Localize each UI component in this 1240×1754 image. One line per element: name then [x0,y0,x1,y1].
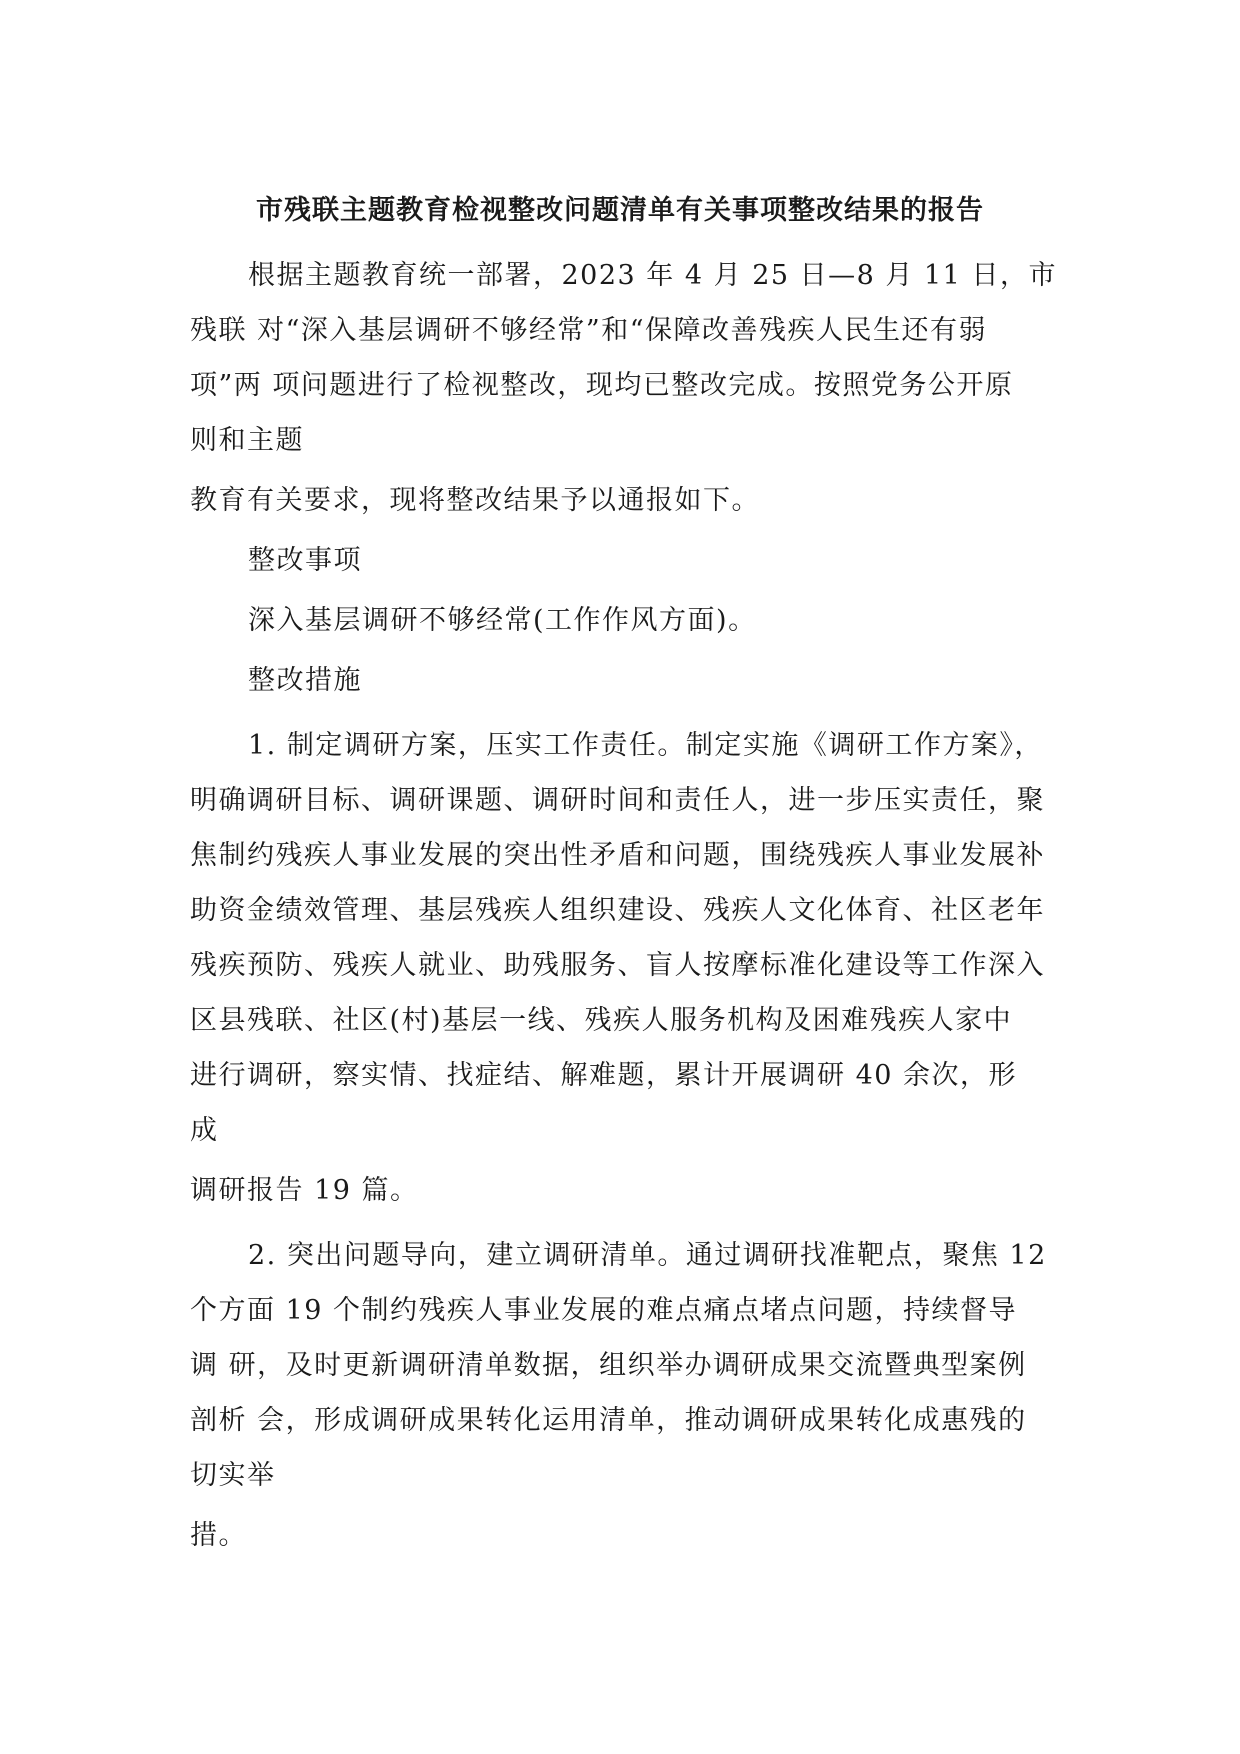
paragraph-line: 深入基层调研不够经常(工作作风方面)。 [248,605,757,636]
paragraph-line: 切实举 [190,1460,276,1491]
paragraph-line: 个方面 19 个制约残疾人事业发展的难点痛点堵点问题，持续督导 [190,1295,1018,1326]
paragraph-line: 进行调研，察实情、找症结、解难题，累计开展调研 40 余次，形 [190,1060,1018,1091]
paragraph-line: 教育有关要求，现将整改结果予以通报如下。 [190,485,760,516]
paragraph-line: 调研报告 19 篇。 [190,1175,419,1206]
paragraph-line: 助资金绩效管理、基层残疾人组织建设、残疾人文化体育、社区老年 [190,895,1045,926]
paragraph-line: 则和主题 [190,425,304,456]
paragraph-line: 残疾预防、残疾人就业、助残服务、盲人按摩标准化建设等工作深入 [190,950,1045,981]
document-title: 市残联主题教育检视整改问题清单有关事项整改结果的报告 [256,195,984,226]
paragraph-line: 1. 制定调研方案，压实工作责任。制定实施《调研工作方案》， [248,730,1043,761]
paragraph-line: 调 研，及时更新调研清单数据，组织举办调研成果交流暨典型案例 [190,1350,1027,1381]
paragraph-line: 2. 突出问题导向，建立调研清单。通过调研找准靶点，聚焦 12 [248,1240,1047,1271]
section-heading: 整改事项 [248,545,362,576]
paragraph-line: 残联 对“深入基层调研不够经常”和“保障改善残疾人民生还有弱 [190,315,987,346]
paragraph-line: 区县残联、社区(村)基层一线、残疾人服务机构及困难残疾人家中 [190,1005,1013,1036]
paragraph-line: 项”两 项问题进行了检视整改，现均已整改完成。按照党务公开原 [190,370,1014,401]
paragraph-line: 剖析 会，形成调研成果转化运用清单，推动调研成果转化成惠残的 [190,1405,1027,1436]
paragraph-line: 措。 [190,1520,247,1551]
paragraph-line: 明确调研目标、调研课题、调研时间和责任人，进一步压实责任，聚 [190,785,1045,816]
section-heading: 整改措施 [248,665,362,696]
paragraph-line: 成 [190,1115,219,1146]
paragraph-line: 根据主题教育统一部署，2023 年 4 月 25 日—8 月 11 日，市 [248,260,1057,291]
paragraph-line: 焦制约残疾人事业发展的突出性矛盾和问题，围绕残疾人事业发展补 [190,840,1045,871]
